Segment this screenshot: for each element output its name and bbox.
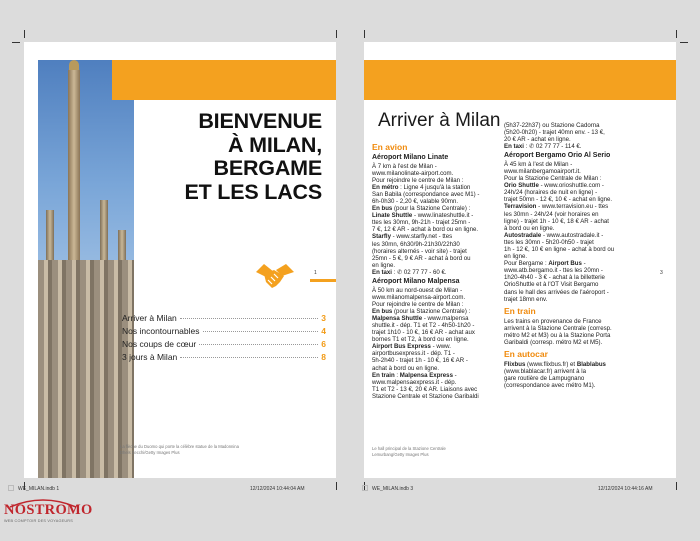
body-line: En bus (pour la Stazione Centrale) : — [372, 205, 471, 213]
logo-swoosh — [4, 495, 82, 509]
toc-leader — [180, 357, 318, 358]
body-line: OrioShuttle et à l'OT Visit Bergamo — [504, 281, 599, 289]
body-line: www.milanomalpensa-airport.com. — [372, 293, 466, 301]
caption-credit: Dhels Zecchi/Getty Images Plus — [120, 449, 180, 455]
body-line: Pour rejoindre le centre de Milan : — [372, 300, 464, 308]
body-line: www.milanbergamoairport.it. — [504, 167, 581, 175]
body-line: 1h - 12 €, 10 € en ligne - achat à bord ou — [504, 246, 615, 253]
crop-mark — [336, 482, 337, 490]
toc-page-number: 6 — [321, 339, 326, 349]
duomo-spire-photo — [38, 60, 134, 478]
orange-banner — [364, 60, 676, 100]
body-line: Linate Shuttle - www.linateshuttle.it - — [372, 212, 474, 220]
body-line: Pour Bergame : Airport Bus - — [504, 260, 586, 268]
toc-page-number: 8 — [321, 352, 326, 362]
body-line: airportbusexpress.it - dép. T1 - — [372, 350, 455, 358]
body-line: Pour rejoindre le centre de Milan : — [372, 176, 464, 184]
photo-caption — [372, 446, 446, 457]
body-line: Flixbus (www.flixbus.fr) et Blablabus — [504, 361, 606, 369]
body-line: Pour la Stazione Centrale de Milan : — [504, 175, 602, 183]
body-line: arrivent à la Stazione Centrale (corresp. — [504, 324, 612, 332]
body-line: Airport Bus Express - www. — [372, 343, 451, 351]
page-number: 1 — [314, 270, 317, 276]
body-line: En bus (pour la Stazione Centrale) : — [372, 307, 471, 315]
body-line: À 7 km à l'est de Milan - — [372, 162, 437, 170]
body-line: bornes T1 et T2, à bord ou en ligne. — [372, 336, 469, 344]
body-line: www.atb.bergamo.it - ttes les 20mn - — [504, 267, 603, 275]
body-line: En taxi : ✆ 02 77 77 - 114 €. — [504, 143, 582, 151]
logo-name: NOSTROMO — [4, 502, 93, 518]
body-line: à bord ou en ligne. — [504, 224, 555, 232]
title-line: À MILAN, — [228, 132, 322, 157]
body-line: 25mn - 5 €, 9 € AR - achat à bord ou — [372, 254, 471, 262]
toc-entry[interactable] — [122, 325, 326, 338]
page-title — [132, 110, 322, 204]
subheading: Aéroport Bergamo Orio Al Serio — [504, 152, 611, 160]
page-number-tick — [310, 279, 336, 282]
right-page — [364, 42, 676, 478]
text-column-1 — [372, 140, 500, 400]
body-line: En train : Malpensa Express - — [372, 371, 457, 379]
body-line: ttes les 30mn, 9h-21h - trajet 25mn - — [372, 219, 471, 227]
crop-mark — [336, 30, 337, 38]
body-line: www.malpensaexpress.it - dép. — [372, 378, 457, 386]
body-line: Orio Shuttle - www.orioshuttle.com - — [504, 182, 604, 190]
section-heading: En train — [504, 305, 536, 316]
body-line: dans le hall des arrivées de l'aéroport - — [504, 288, 609, 296]
body-line: Terravision - www.terravision.eu - ttes — [504, 203, 609, 211]
page-title: Arriver à Milan — [378, 110, 501, 131]
title-line: ET LES LACS — [184, 179, 322, 204]
nostromo-logo — [4, 502, 93, 537]
body-line: trajet 50mn - 12 €, 10 € - achat en ligne. — [504, 196, 613, 204]
body-line: (5h37-22h37) ou Stazione Cadorna — [504, 122, 600, 129]
photo-caption — [120, 444, 239, 455]
left-page — [24, 42, 336, 478]
body-line: Autostradale - www.autostradale.it - — [504, 231, 604, 239]
body-line: 24h/24 (horaires de nuit en ligne) - — [504, 189, 598, 197]
body-line: 1h20-4h40 - 3 € - achat à la billetterie — [504, 274, 605, 282]
body-line: À 50 km au nord-ouest de Milan - — [372, 286, 463, 294]
slug-checkbox — [8, 485, 14, 491]
spire — [68, 70, 80, 270]
crop-mark — [364, 30, 365, 38]
body-line: À 45 km à l'est de Milan - — [504, 160, 573, 168]
body-line: San Babila (correspondance avec M1) - — [372, 190, 480, 198]
body-line: ttes les 30mn - 5h20-0h50 - trajet — [504, 238, 594, 246]
body-line: trajet 18mn env. — [504, 295, 548, 303]
body-line: En taxi : ✆ 02 77 77 - 60 €. — [372, 268, 447, 276]
table-of-contents — [122, 312, 326, 364]
handshake-icon — [254, 260, 296, 294]
body-line: 5h-2h40 - trajet 1h - 10 €, 16 € AR - — [372, 357, 468, 365]
body-line: les 30mn - 24h/24 (voir horaires en — [504, 210, 599, 218]
section-heading: En autocar — [504, 349, 548, 360]
crop-mark — [680, 42, 688, 43]
toc-label: Nos incontournables — [122, 326, 200, 336]
subheading: Aéroport Milano Linate — [372, 154, 449, 161]
section-heading: En avion — [372, 142, 408, 152]
toc-leader — [199, 344, 318, 345]
toc-leader — [203, 331, 319, 332]
body-line: 7 €, 12 € AR - achat à bord ou en ligne. — [372, 226, 479, 234]
body-line: 20 € AR - achat en ligne. — [504, 136, 571, 144]
crop-mark — [24, 30, 25, 38]
toc-label: 3 jours à Milan — [122, 352, 178, 362]
toc-leader — [180, 318, 318, 319]
body-line: trajet 1h10 - 10 €, 16 € AR - achat aux — [372, 329, 475, 337]
caption-text: La flèche du Duomo qui porte la célèbre statue de la Madonnina — [120, 444, 239, 449]
body-line: gare routière de Lampugnano — [504, 375, 585, 383]
body-line: Les trains en provenance de France — [504, 317, 602, 325]
body-line: ligne) - trajet 1h - 10 €, 18 € AR - achat — [504, 217, 610, 225]
toc-entry[interactable] — [122, 338, 326, 351]
body-line: En métro : Ligne 4 jusqu'à la station — [372, 183, 471, 191]
body-line: Starfly - www.starfly.net - ttes — [372, 233, 453, 241]
toc-label: Nos coups de cœur — [122, 339, 197, 349]
slug-checkbox — [362, 485, 368, 491]
title-line: BIENVENUE — [198, 109, 322, 133]
body-line: en ligne. — [504, 253, 528, 261]
body-line: Malpensa Shuttle - www.malpensa — [372, 314, 469, 322]
logo-tagline: WEB COMPTOIR DES VOYAGEURS — [4, 519, 73, 523]
crop-mark — [676, 30, 677, 38]
body-line: (www.blablacar.fr) arrivent à la — [504, 368, 586, 376]
title-line: BERGAME — [213, 156, 322, 180]
caption-credit: Lemurbang/Getty Images Plus — [372, 451, 429, 457]
body-line: www.milanolinate-airport.com. — [372, 169, 454, 177]
slug-date: 12/12/2024 10:44:16 AM — [598, 486, 653, 492]
page-number: 3 — [660, 270, 663, 276]
toc-page-number: 3 — [321, 313, 326, 323]
body-line: les 30mn, 6h30/9h-21h30/22h30 — [372, 240, 460, 248]
body-line: T1 et T2 - 13 €, 20 € AR. Liaisons avec — [372, 385, 478, 393]
toc-page-number: 4 — [321, 326, 326, 336]
body-line: Garibaldi (corresp. métro M2 et M5). — [504, 339, 603, 347]
slug-filename: WE_MILAN.indb 3 — [372, 486, 414, 492]
slug-filename: WE_MILAN.indb 1 — [18, 486, 60, 492]
slug-date: 12/12/2024 10:44:04 AM — [250, 486, 305, 492]
body-line: achat à bord ou en ligne. — [372, 364, 440, 372]
body-line: en ligne. — [372, 261, 396, 269]
crop-mark — [676, 482, 677, 490]
toc-entry[interactable] — [122, 312, 326, 325]
text-column-2 — [504, 122, 632, 390]
body-line: métro M2 et M3) ou à la Stazione Porta — [504, 331, 611, 339]
orange-banner — [112, 60, 336, 100]
body-line: Stazione Centrale et Stazione Garibaldi — [372, 392, 479, 400]
crop-mark — [12, 42, 20, 43]
caption-text: Le hall principal de la Stazione Centrale — [372, 446, 446, 451]
body-line: shuttle.it - dép. T1 et T2 - 4h50-1h20 - — [372, 321, 475, 329]
body-line: (5h20-0h20) - trajet 40mn env. - 13 €, — [504, 129, 605, 137]
body-line: 6h-0h30 - 2,20 €, valable 90mn. — [372, 197, 459, 205]
toc-entry[interactable] — [122, 351, 326, 364]
body-line: (horaires alternés - voir site) - trajet — [372, 247, 467, 255]
toc-label: Arriver à Milan — [122, 313, 177, 323]
subheading: Aéroport Milano Malpensa — [372, 278, 460, 285]
body-line: (correspondance avec métro M1). — [504, 382, 596, 390]
